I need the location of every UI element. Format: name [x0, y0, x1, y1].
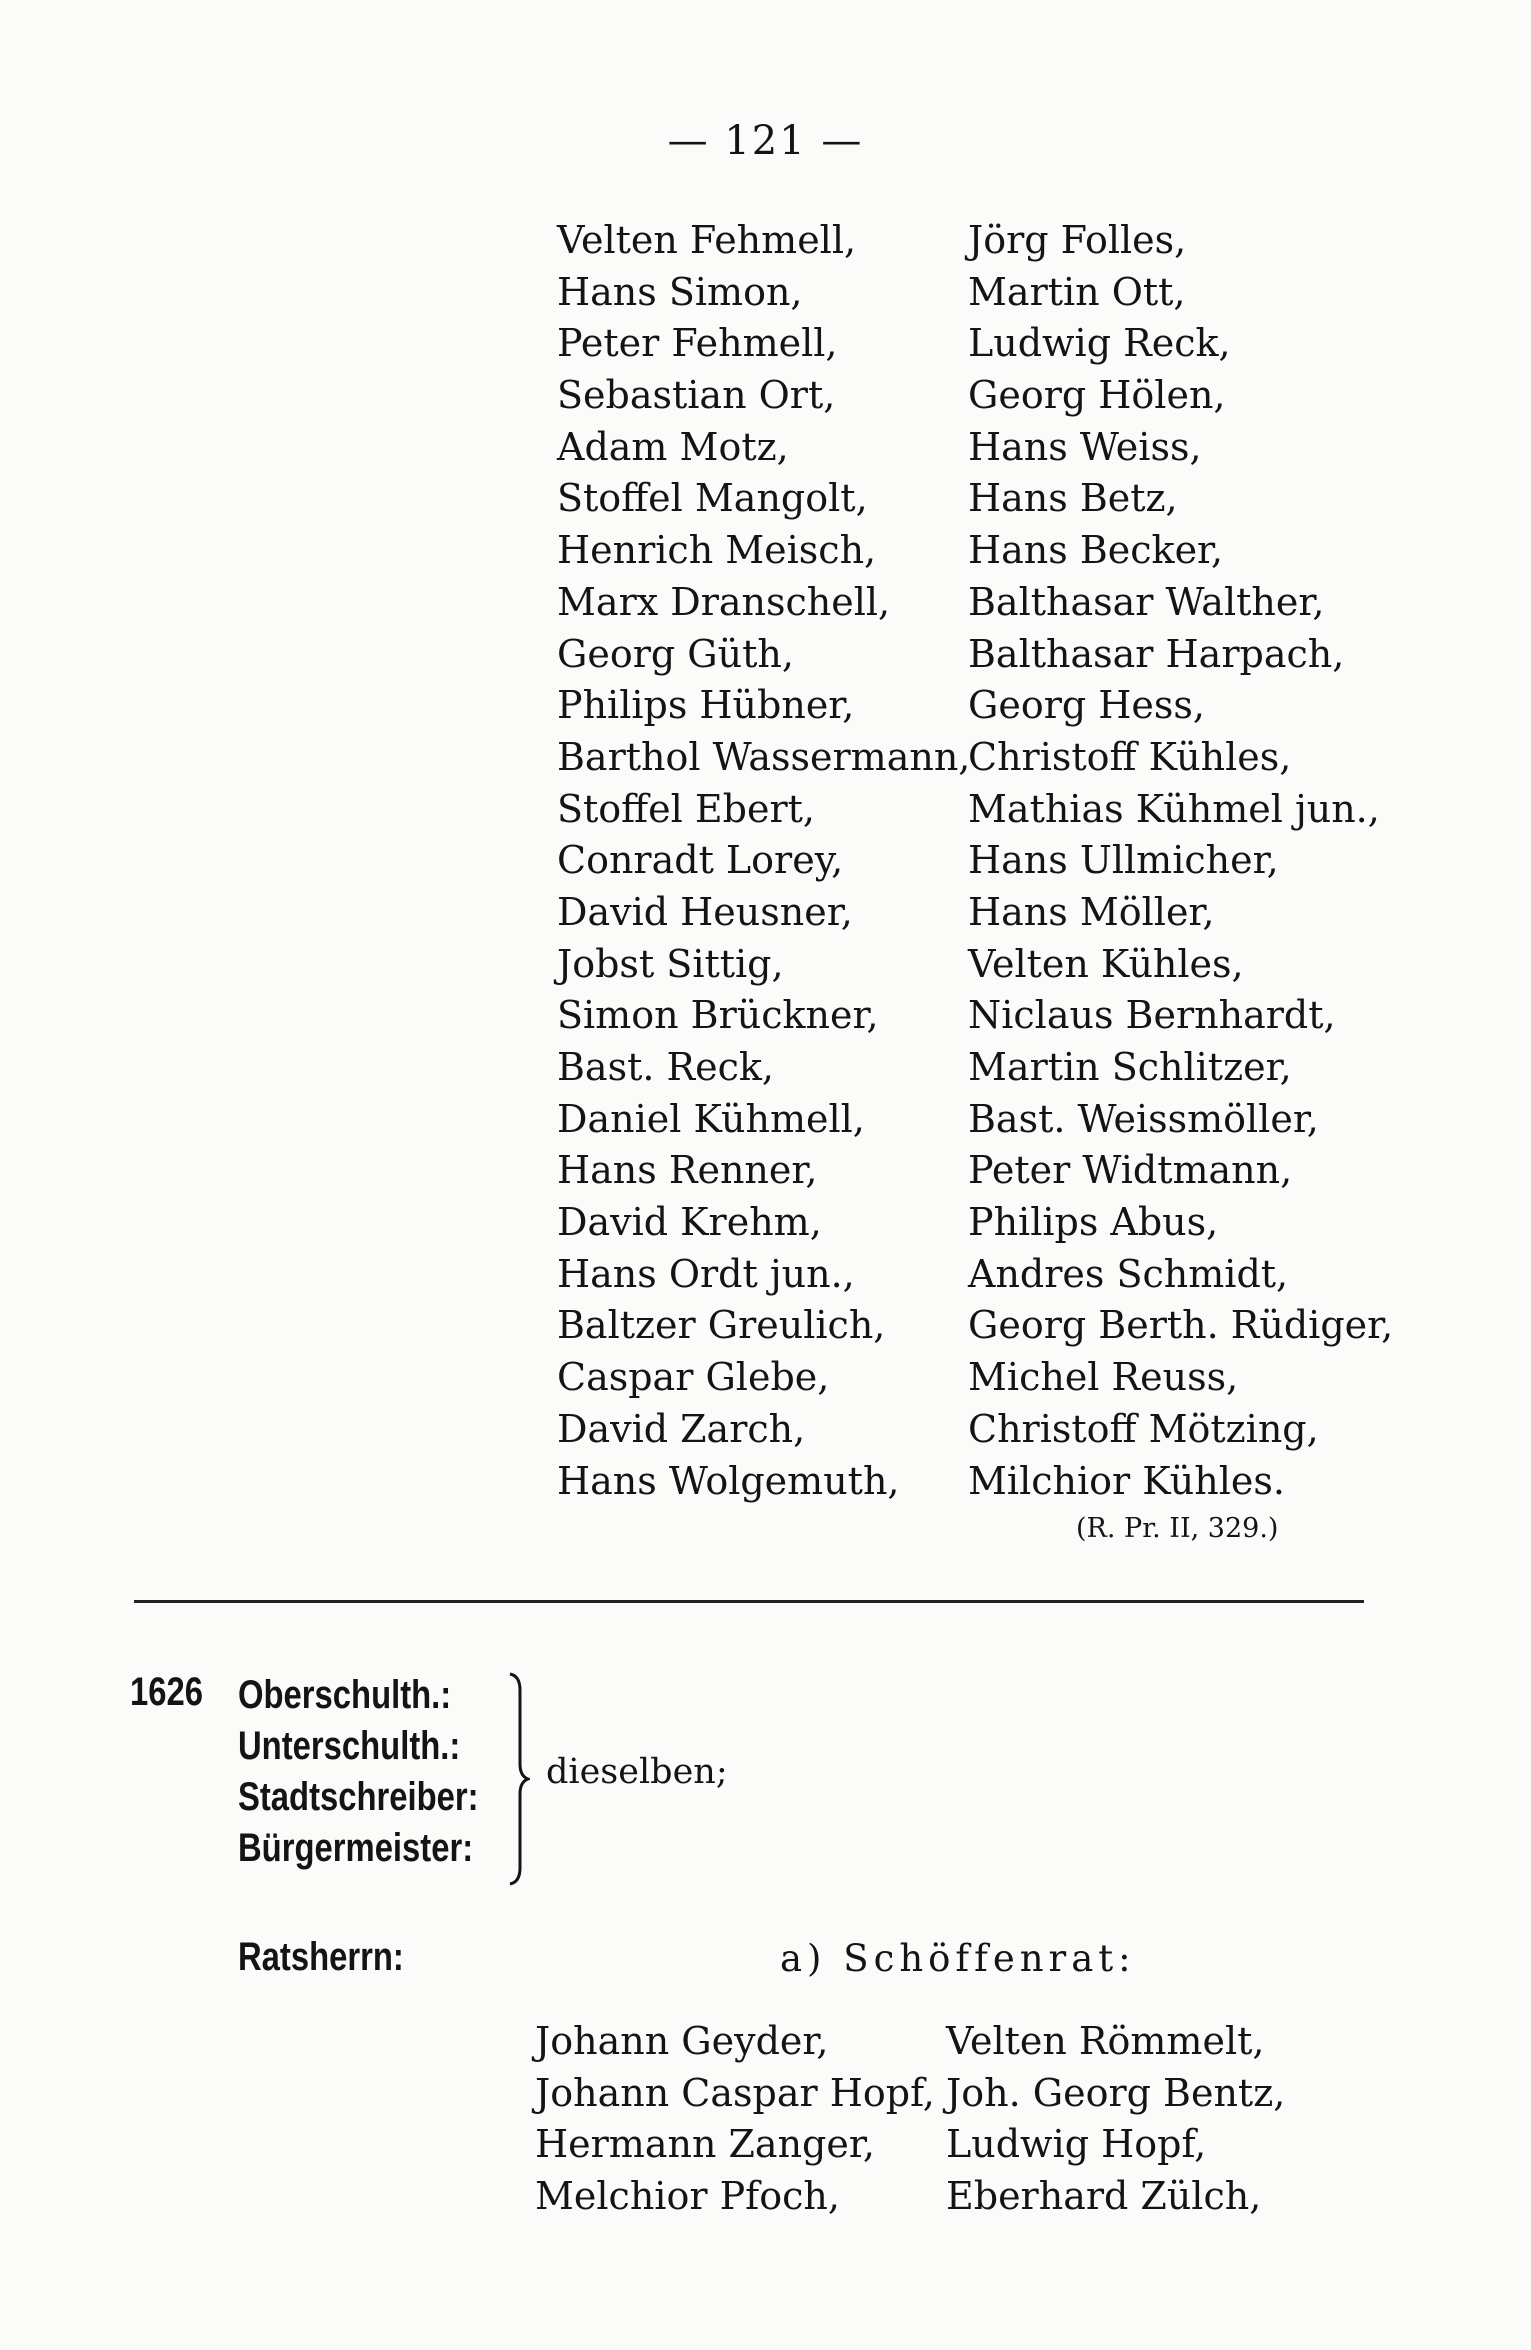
name-entry: David Krehm,: [557, 1200, 822, 1245]
name-entry: Christoff Kühles,: [968, 734, 1292, 779]
name-entry: Hans Betz,: [968, 476, 1178, 521]
name-entry: Ludwig Hopf,: [946, 2122, 1207, 2167]
name-entry: Baltzer Greulich,: [557, 1303, 886, 1348]
name-entry: Johann Caspar Hopf,: [535, 2070, 935, 2115]
ratsherrn-label: Ratsherrn:: [238, 1935, 404, 1979]
name-entry: Hans Ordt jun.,: [557, 1251, 855, 1296]
page-number: — 121 —: [667, 118, 864, 164]
entry-year: 1626: [130, 1670, 203, 1714]
office-label: Oberschulth.:: [238, 1673, 452, 1717]
source-citation: (R. Pr. II, 329.): [1076, 1513, 1279, 1544]
offices-list: [238, 1670, 479, 1874]
name-entry: Henrich Meisch,: [557, 528, 877, 573]
name-entry: Melchior Pfoch,: [535, 2174, 840, 2219]
upper-names-right-column: [968, 215, 1393, 1507]
name-entry: Conradt Lorey,: [557, 838, 844, 883]
name-entry: Niclaus Bernhardt,: [968, 993, 1336, 1038]
section-title: a) Schöffenrat:: [780, 1937, 1136, 1980]
name-entry: Georg Güth,: [557, 631, 794, 676]
name-entry: Daniel Kühmell,: [557, 1096, 865, 1141]
name-entry: David Heusner,: [557, 889, 853, 934]
schoeffenrat-left-column: [535, 2016, 935, 2223]
name-entry: Simon Brückner,: [557, 993, 879, 1038]
name-entry: Velten Römmelt,: [946, 2019, 1265, 2063]
name-entry: Stoffel Mangolt,: [557, 476, 868, 521]
upper-names-left-column: [557, 215, 970, 1507]
curly-brace: [506, 1672, 530, 1886]
name-entry: Philips Abus,: [968, 1200, 1219, 1245]
schoeffenrat-right-column: [946, 2016, 1285, 2223]
name-entry: Mathias Kühmel jun.,: [968, 786, 1380, 831]
name-entry: Hans Möller,: [968, 889, 1215, 934]
office-label: Stadtschreiber:: [238, 1775, 479, 1819]
name-entry: Christoff Mötzing,: [968, 1406, 1319, 1451]
name-entry: Balthasar Harpach,: [968, 631, 1345, 676]
name-entry: Bast. Reck,: [557, 1045, 774, 1089]
office-label: Bürgermeister:: [238, 1826, 474, 1870]
name-entry: Hans Wolgemuth,: [557, 1458, 900, 1503]
name-entry: Balthasar Walther,: [968, 579, 1325, 624]
name-entry: Jörg Folles,: [968, 218, 1187, 262]
name-entry: Eberhard Zülch,: [946, 2174, 1262, 2219]
name-entry: Joh. Georg Bentz,: [946, 2070, 1286, 2115]
name-entry: Hermann Zanger,: [535, 2122, 875, 2167]
name-entry: Andres Schmidt,: [968, 1251, 1289, 1296]
office-label: Unterschulth.:: [238, 1724, 461, 1768]
name-entry: Caspar Glebe,: [557, 1355, 830, 1400]
name-entry: Martin Schlitzer,: [968, 1045, 1292, 1089]
name-entry: Hans Simon,: [557, 269, 803, 314]
name-entry: Philips Hübner,: [557, 683, 855, 728]
name-entry: Velten Fehmell,: [557, 218, 857, 262]
section-divider: [134, 1600, 1364, 1603]
name-entry: Michel Reuss,: [968, 1355, 1239, 1400]
name-entry: Georg Berth. Rüdiger,: [968, 1303, 1394, 1348]
name-entry: Hans Becker,: [968, 528, 1224, 573]
name-entry: Martin Ott,: [968, 269, 1186, 314]
name-entry: Marx Dranschell,: [557, 579, 891, 624]
name-entry: Stoffel Ebert,: [557, 786, 815, 831]
name-entry: Georg Hölen,: [968, 373, 1226, 418]
name-entry: Ludwig Reck,: [968, 321, 1231, 366]
name-entry: Peter Fehmell,: [557, 321, 838, 366]
name-entry: Hans Weiss,: [968, 424, 1202, 469]
name-entry: Hans Renner,: [557, 1148, 818, 1193]
name-entry: David Zarch,: [557, 1406, 806, 1451]
name-entry: Jobst Sittig,: [557, 941, 784, 986]
name-entry: Johann Geyder,: [535, 2019, 829, 2063]
name-entry: Barthol Wassermann,: [557, 734, 971, 779]
name-entry: Sebastian Ort,: [557, 373, 836, 418]
name-entry: Georg Hess,: [968, 683, 1205, 728]
name-entry: Bast. Weissmöller,: [968, 1096, 1319, 1141]
name-entry: Milchior Kühles.: [968, 1458, 1285, 1503]
name-entry: Peter Widtmann,: [968, 1148, 1293, 1193]
offices-value: dieselben;: [546, 1752, 728, 1792]
name-entry: Adam Motz,: [557, 424, 789, 469]
name-entry: Velten Kühles,: [968, 941, 1244, 986]
name-entry: Hans Ullmicher,: [968, 838, 1279, 883]
